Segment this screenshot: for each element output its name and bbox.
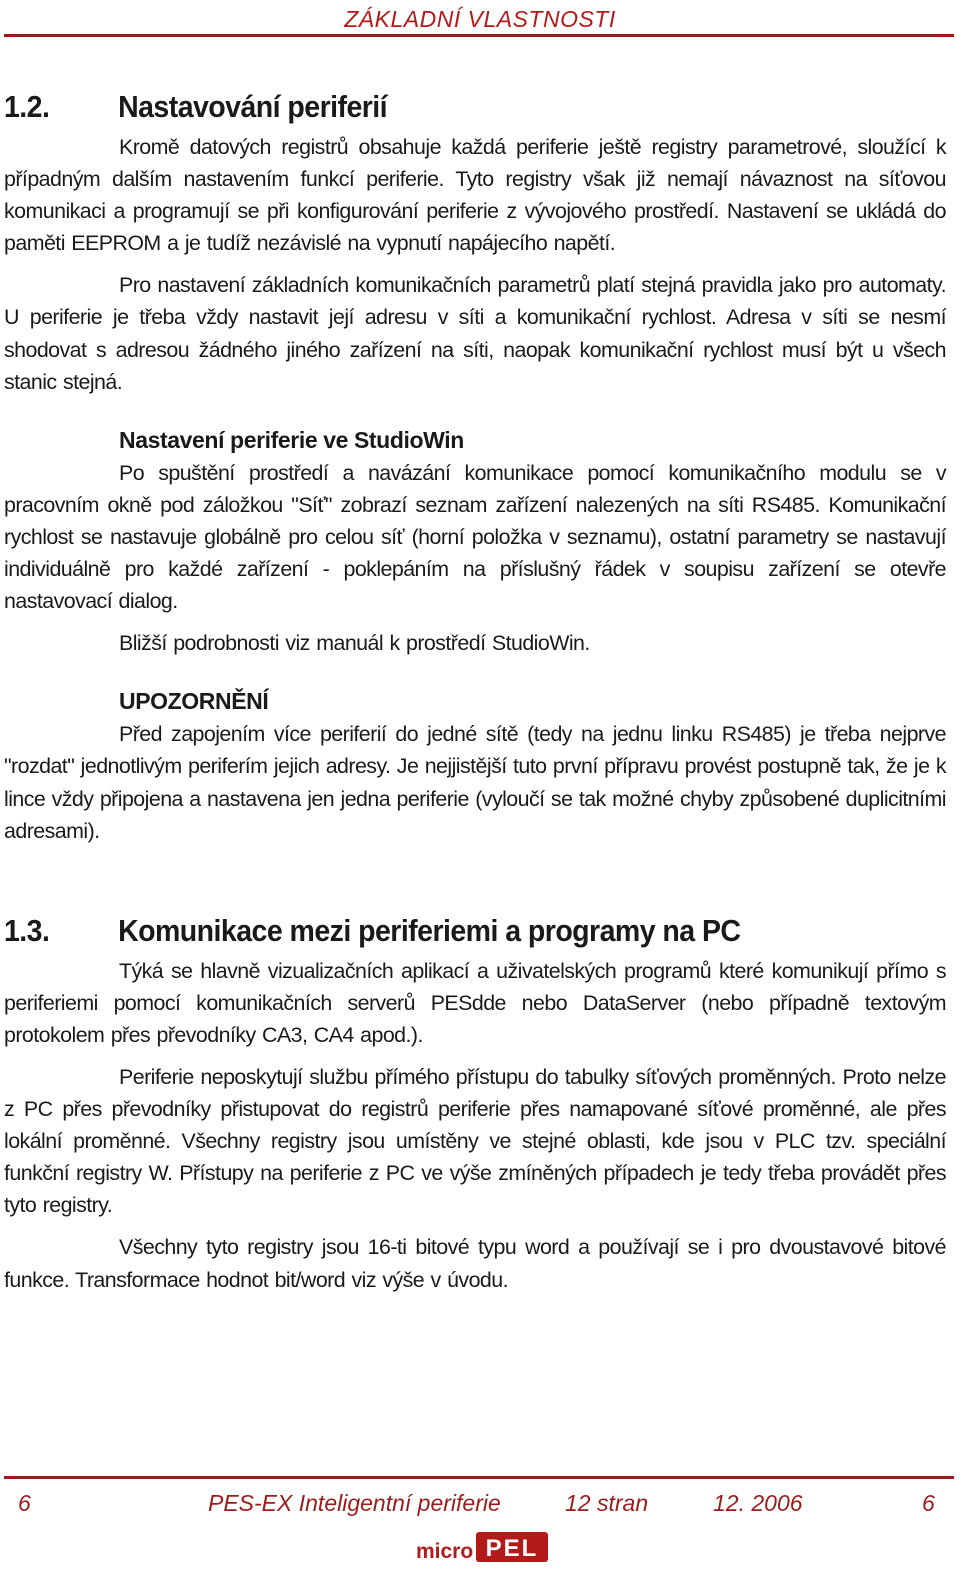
subheading-warning: UPOZORNĚNÍ: [119, 688, 269, 715]
page-count: 12 stran: [565, 1490, 649, 1516]
section-title: Komunikace mezi periferiemi a programy na PC: [118, 912, 741, 948]
section-number: 1.2.: [4, 89, 50, 124]
paragraph: Pro nastavení základních komunikačních parametrů platí stejná pravidla jako pro automaty. U periferie je třeba vždy nastavit její adresu v síti a komunikační rychlost. Adresa v síti se nesmí shodovat s adresou žádného jiného zařízení na síti, naopak komunikační rychlost musí být u všech stanic stejná.: [4, 273, 946, 394]
micropel-logo: [414, 1527, 550, 1565]
section-number: 1.3.: [4, 912, 50, 948]
paragraph: Před zapojením více periferií do jedné sítě (tedy na jednu linku RS485) je třeba nejprve "rozdat" jednotlivým periferím jejich adresy. Je nejjistější tuto první přípravu provést postupně tak, že je k lince vždy připojena a nastavena jen jedna periferie (vyloučí se tak možné chyby způsobené duplicitními adresami).: [4, 722, 946, 843]
paragraph: Všechny tyto registry jsou 16-ti bitové typu word a používají se i pro dvoustavové bitové funkce. Transformace hodnot bit/word viz výše v úvodu.: [4, 1235, 946, 1292]
subheading-studiowin: Nastavení periferie ve StudioWin: [119, 426, 464, 453]
paragraph: Týká se hlavně vizualizačních aplikací a uživatelských programů které komunikují přímo s periferiemi pomocí komunikačních serverů PESdde nebo DataServer (nebo případně textovým protokolem přes převodníky CA3, CA4 apod.).: [4, 958, 946, 1047]
header-rule: [4, 34, 954, 37]
page-body: [4, 85, 946, 1296]
document-date: 12. 2006: [713, 1490, 803, 1516]
paragraph: Po spuštění prostředí a navázání komunikace pomocí komunikačního modulu se v pracovním okně pod záložkou "Síť" zobrazí seznam zařízení nalezených na síti RS485. Komunikační rychlost se nastavuje globálně pro celou síť (horní položka v seznamu), ostatní parametry se nastavují individuálně pro každé zařízení - poklepáním na příslušný řádek v soupisu zařízení se otevře nastavovací dialog.: [4, 460, 946, 614]
section-heading-1-3: [4, 909, 871, 955]
document-title: PES-EX Inteligentní periferie: [208, 1490, 501, 1516]
paragraph: Bližší podrobnosti viz manuál k prostředí StudioWin.: [119, 631, 590, 656]
logo-text-pel: PEL: [485, 1535, 539, 1562]
footer: [0, 1490, 960, 1524]
page-number-right: 6: [922, 1490, 935, 1516]
section-heading-1-2: [4, 85, 871, 131]
page-number-left: 6: [18, 1490, 31, 1516]
footer-rule: [4, 1476, 954, 1479]
paragraph: Periferie neposkytují službu přímého přístupu do tabulky síťových proměnných. Proto nelze z PC přes převodníky přistupovat do registrů periferie přes namapované síťové proměnné, ale přes lokální proměnné. Všechny registry jsou umístěny ve stejné oblasti, kde jsou v PLC tzv. speciální funkční registry W. Přístupy na periferie z PC ve výše zmíněných případech je tedy třeba provádět přes tyto registry.: [4, 1064, 946, 1218]
section-title: Nastavování periferií: [118, 89, 388, 124]
logo-text-micro: micro: [416, 1540, 474, 1563]
paragraph: Kromě datových registrů obsahuje každá periferie ještě registry parametrové, sloužící k případným dalším nastavením funkcí periferie. Tyto registry však již nemají návaznost na síťovou komunikaci a programují se při konfigurování periferie z vývojového prostředí. Nastavení se ukládá do paměti EEPROM a je tudíž nezávislé na vypnutí napájecího napětí.: [4, 135, 946, 256]
running-header: ZÁKLADNÍ VLASTNOSTI: [344, 6, 616, 32]
